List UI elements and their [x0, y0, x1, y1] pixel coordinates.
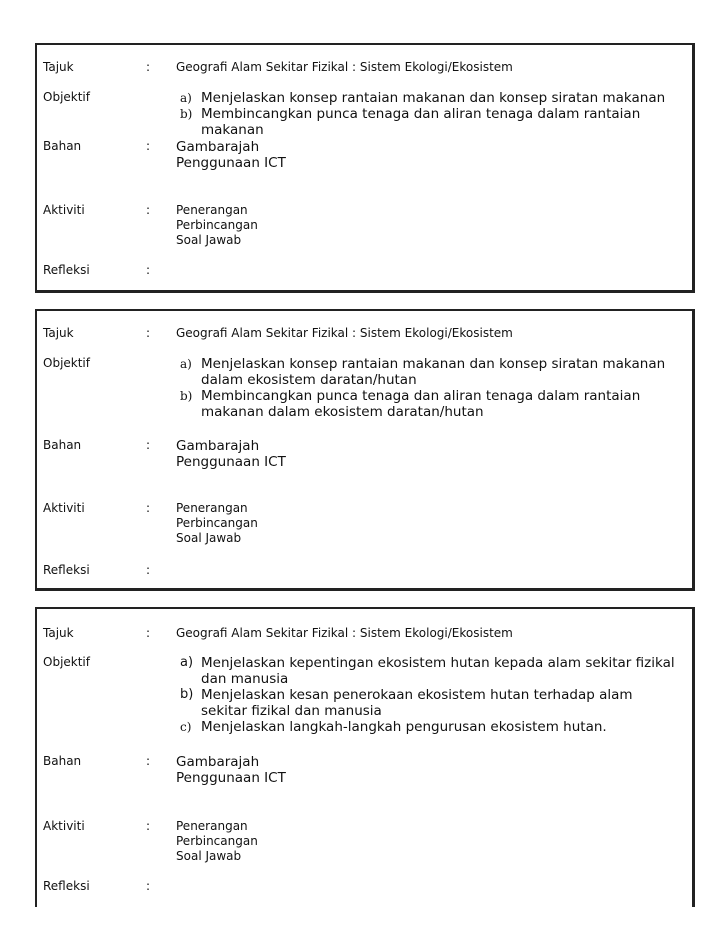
list-marker: a) [180, 357, 192, 371]
lesson-plan-box-2 [35, 309, 695, 591]
aktiviti-item: Perbincangan [176, 218, 258, 232]
colon: : [146, 563, 151, 577]
list-marker: c) [180, 720, 192, 734]
objektif-list [180, 90, 682, 138]
bahan-item: Gambarajah [176, 754, 260, 770]
objektif-item [180, 719, 682, 735]
bahan-item: Gambarajah [176, 438, 260, 454]
aktiviti-values [176, 819, 684, 864]
aktiviti-label: Aktiviti [43, 819, 85, 833]
tajuk-label: Tajuk [43, 326, 74, 340]
refleksi-label: Refleksi [43, 263, 90, 277]
bahan-label: Bahan [43, 139, 82, 153]
bahan-values [176, 754, 684, 786]
bahan-item: Penggunaan ICT [176, 155, 286, 171]
bahan-item: Penggunaan ICT [176, 454, 286, 470]
aktiviti-label: Aktiviti [43, 501, 85, 515]
colon: : [146, 139, 151, 153]
bahan-item: Gambarajah [176, 139, 260, 155]
colon: : [146, 203, 151, 217]
list-marker: b) [180, 687, 194, 702]
objektif-text: Menjelaskan konsep rantaian makanan dan konsep siratan makanan dalam ekosistem daratan/hutan [201, 356, 666, 388]
aktiviti-item: Soal Jawab [176, 531, 242, 545]
bahan-values [176, 438, 684, 470]
colon: : [146, 501, 151, 515]
bahan-item: Penggunaan ICT [176, 770, 286, 786]
lesson-plan-box-1 [35, 43, 695, 293]
objektif-label: Objektif [43, 655, 90, 669]
colon: : [146, 326, 151, 340]
list-marker: a) [180, 655, 194, 670]
objektif-text: Membincangkan punca tenaga dan aliran tenaga dalam rantaian makanan [201, 106, 641, 138]
tajuk-value: Geografi Alam Sekitar Fizikal : Sistem Ekologi/Ekosistem [176, 326, 513, 340]
aktiviti-item: Penerangan [176, 819, 248, 833]
aktiviti-item: Perbincangan [176, 834, 258, 848]
objektif-text: Menjelaskan kepentingan ekosistem hutan kepada alam sekitar fizikal dan manusia [201, 655, 675, 687]
objektif-text: Membincangkan punca tenaga dan aliran tenaga dalam rantaian makanan dalam ekosistem daratan/hutan [201, 388, 641, 420]
tajuk-label: Tajuk [43, 60, 74, 74]
objektif-text: Menjelaskan konsep rantaian makanan dan konsep siratan makanan [201, 90, 666, 106]
aktiviti-item: Penerangan [176, 501, 248, 515]
lesson-plan-box-3 [35, 607, 695, 907]
objektif-text: Menjelaskan langkah-langkah pengurusan ekosistem hutan. [201, 719, 607, 735]
objektif-label: Objektif [43, 90, 90, 104]
objektif-item [180, 90, 682, 106]
objektif-item [180, 687, 682, 719]
colon: : [146, 819, 151, 833]
objektif-item [180, 388, 682, 420]
objektif-list [180, 655, 682, 735]
bahan-label: Bahan [43, 438, 82, 452]
colon: : [146, 263, 151, 277]
objektif-label: Objektif [43, 356, 90, 370]
objektif-list [180, 356, 682, 420]
aktiviti-item: Soal Jawab [176, 849, 242, 863]
aktiviti-item: Perbincangan [176, 516, 258, 530]
refleksi-label: Refleksi [43, 563, 90, 577]
list-marker: b) [180, 107, 193, 121]
bahan-label: Bahan [43, 754, 82, 768]
list-marker: a) [180, 91, 192, 105]
aktiviti-values [176, 203, 684, 248]
refleksi-label: Refleksi [43, 879, 90, 893]
tajuk-value: Geografi Alam Sekitar Fizikal : Sistem Ekologi/Ekosistem [176, 626, 513, 640]
colon: : [146, 879, 151, 893]
aktiviti-item: Soal Jawab [176, 233, 242, 247]
aktiviti-values [176, 501, 684, 546]
tajuk-label: Tajuk [43, 626, 74, 640]
colon: : [146, 60, 151, 74]
aktiviti-item: Penerangan [176, 203, 248, 217]
aktiviti-label: Aktiviti [43, 203, 85, 217]
colon: : [146, 438, 151, 452]
objektif-item [180, 655, 682, 687]
list-marker: b) [180, 389, 193, 403]
colon: : [146, 626, 151, 640]
objektif-text: Menjelaskan kesan penerokaan ekosistem hutan terhadap alam sekitar fizikal dan manusia [201, 687, 633, 719]
objektif-item [180, 356, 682, 388]
tajuk-value: Geografi Alam Sekitar Fizikal : Sistem Ekologi/Ekosistem [176, 60, 513, 74]
colon: : [146, 754, 151, 768]
bahan-values [176, 139, 684, 171]
objektif-item [180, 106, 682, 138]
